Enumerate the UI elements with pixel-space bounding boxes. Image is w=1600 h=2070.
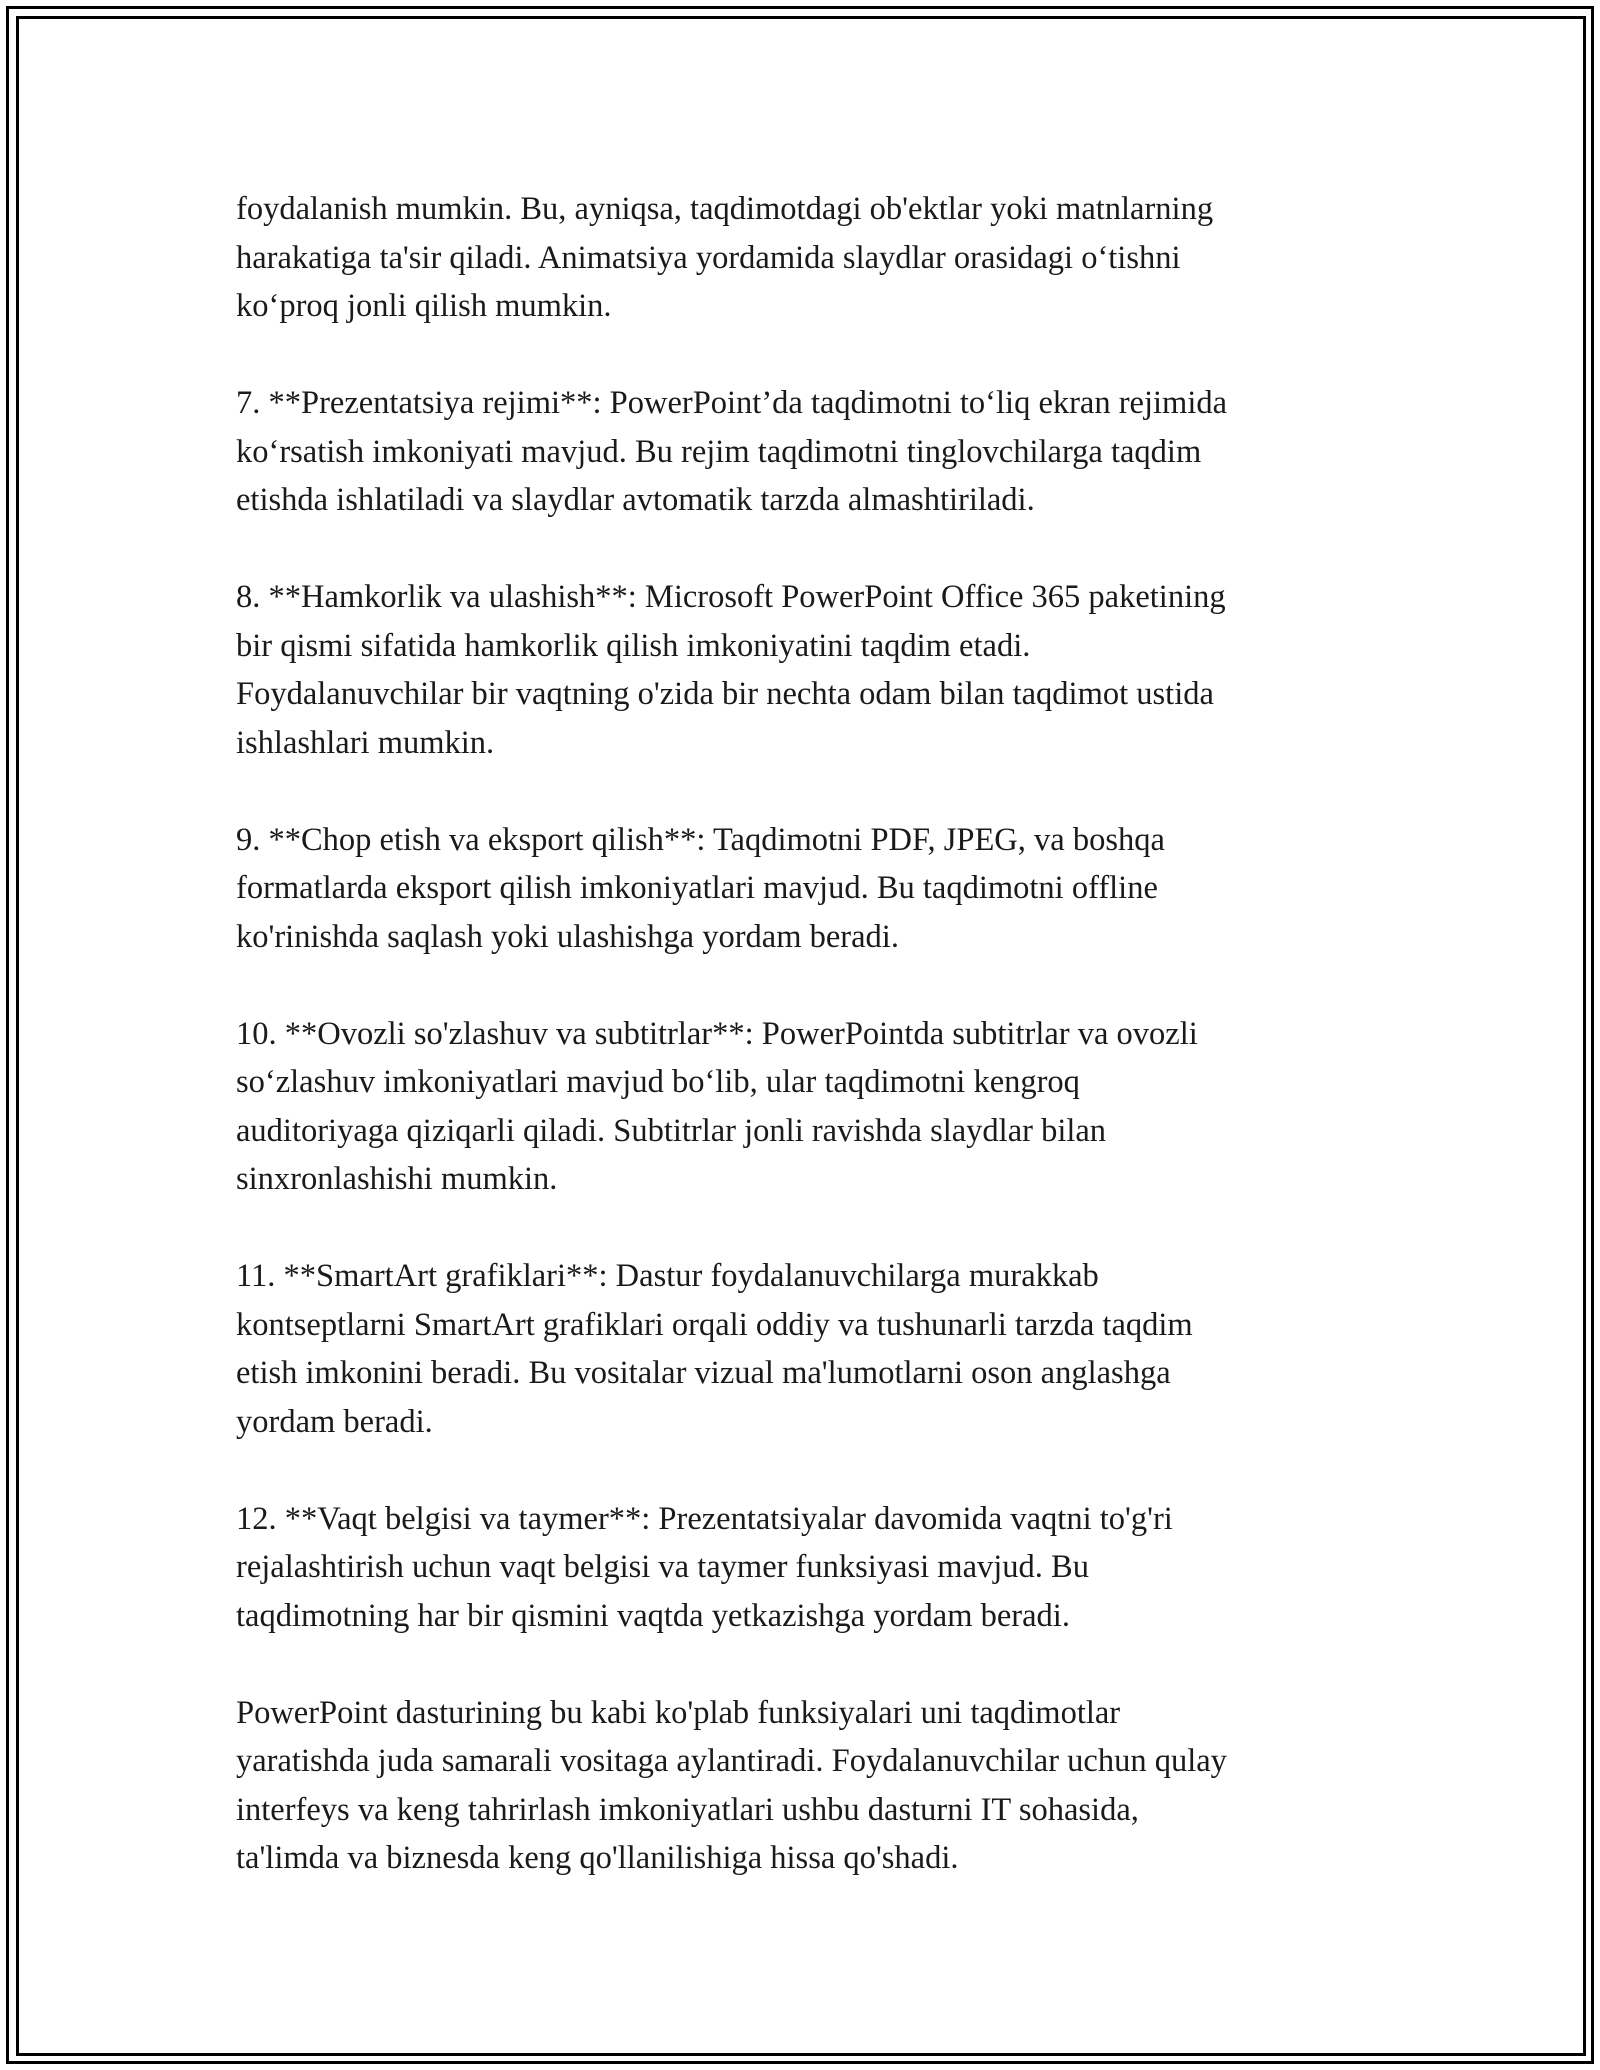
paragraph-voice-subtitles: 10. **Ovozli so'zlashuv va subtitrlar**: PowerPointda subtitrlar va ovozli so‘zlashuv imkoniyatlari mavjud bo‘lib, ular taqdimotni kengroq auditoriyaga qiziqarli qiladi. Subtitrlar jonli ravishda slaydlar bilan sinxronlashishi mumkin.: [236, 1015, 1198, 1197]
paragraph-smartart: 11. **SmartArt grafiklari**: Dastur foydalanuvchilarga murakkab kontseptlarni SmartArt grafiklari orqali oddiy va tushunarli tarzda taqdim etish imkonini beradi. Bu vositalar vizual ma'lumotlarni oson anglashga yordam beradi.: [236, 1258, 1193, 1440]
paragraph-timer: 12. **Vaqt belgisi va taymer**: Prezentatsiyalar davomida vaqtni to'g'ri rejalashtirish uchun vaqt belgisi va taymer funksiyasi mavjud. Bu taqdimotning har bir qismini vaqtda yetkazishga yordam beradi.: [236, 1500, 1173, 1634]
paragraph-collaboration-sharing: 8. **Hamkorlik va ulashish**: Microsoft PowerPoint Office 365 paketining bir qismi sifatida hamkorlik qilish imkoniyatini taqdim etadi. Foydalanuvchilar bir vaqtning o'zida bir nechta odam bilan taqdimot ustida ishlashlari mumkin.: [236, 579, 1226, 761]
paragraph-conclusion: PowerPoint dasturining bu kabi ko'plab funksiyalari uni taqdimotlar yaratishda juda samarali vositaga aylantiradi. Foydalanuvchilar uchun qulay interfeys va keng tahrirlash imkoniyatlari ushbu dasturni IT sohasida, ta'limda va biznesda keng qo'llanilishiga hissa qo'shadi.: [236, 1694, 1227, 1876]
document-body: [236, 185, 1366, 1883]
paragraph-presentation-mode: 7. **Prezentatsiya rejimi**: PowerPoint’da taqdimotni to‘liq ekran rejimida ko‘rsatish imkoniyati mavjud. Bu rejim taqdimotni tinglovchilarga taqdim etishda ishlatiladi va slaydlar avtomatik tarzda almashtiriladi.: [236, 385, 1228, 518]
paragraph-print-export: 9. **Chop etish va eksport qilish**: Taqdimotni PDF, JPEG, va boshqa formatlarda eksport qilish imkoniyatlari mavjud. Bu taqdimotni offline ko'rinishda saqlash yoki ulashishga yordam beradi.: [236, 821, 1165, 955]
paragraph-animation-continuation: foydalanish mumkin. Bu, ayniqsa, taqdimotdagi ob'ektlar yoki matnlarning harakatiga ta'sir qiladi. Animatsiya yordamida slaydlar orasidagi o‘tishni ko‘proq jonli qilish mumkin.: [236, 191, 1214, 324]
